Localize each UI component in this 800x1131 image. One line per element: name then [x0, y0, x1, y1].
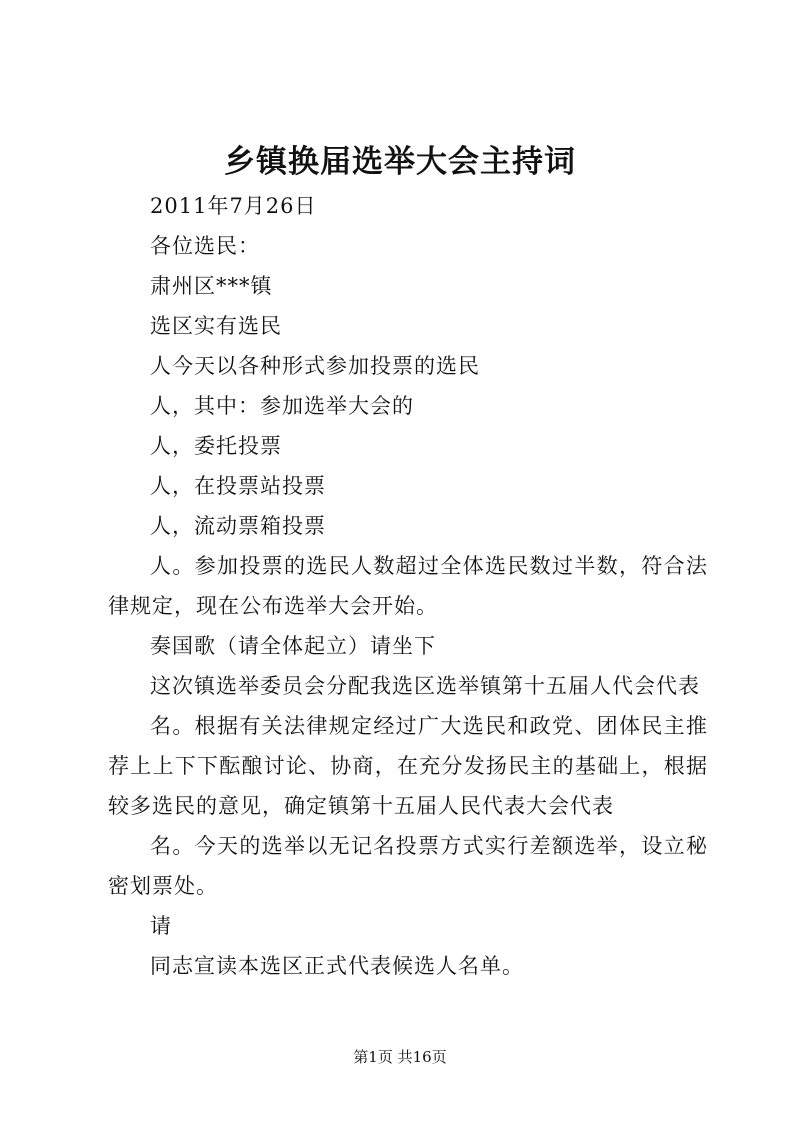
document-title: 乡镇换届选举大会主持词: [224, 144, 576, 180]
paragraph: 肃州区***镇: [150, 274, 273, 298]
paragraph: 人，流动票箱投票: [150, 514, 326, 538]
paragraph: 人，其中：参加选举大会的: [150, 394, 414, 418]
document-body: [108, 186, 708, 986]
paragraph: 人，在投票站投票: [150, 474, 326, 498]
paragraph: 名。今天的选举以无记名投票方式实行差额选举，设立秘密划票处。: [108, 834, 708, 898]
salutation: 各位选民：: [150, 234, 260, 258]
date-line: 2011年7月26日: [150, 194, 317, 218]
paragraph: 请: [150, 914, 172, 938]
paragraph: 人，委托投票: [150, 434, 282, 458]
paragraph: 选区实有选民: [150, 314, 282, 338]
paragraph: 人。参加投票的选民人数超过全体选民数过半数，符合法律规定，现在公布选举大会开始。: [108, 554, 708, 618]
page-footer: 第1页 共16页: [353, 1048, 447, 1066]
paragraph: 奏国歌（请全体起立）请坐下: [150, 634, 436, 658]
paragraph: 名。根据有关法律规定经过广大选民和政党、团体民主推荐上上下下酝酿讨论、协商，在充分发扬民主的基础上，根据较多选民的意见，确定镇第十五届人民代表大会代表: [108, 714, 708, 818]
paragraph: 同志宣读本选区正式代表候选人名单。: [150, 954, 524, 978]
paragraph: 人今天以各种形式参加投票的选民: [150, 354, 480, 378]
paragraph: 这次镇选举委员会分配我选区选举镇第十五届人代会代表: [150, 674, 700, 698]
